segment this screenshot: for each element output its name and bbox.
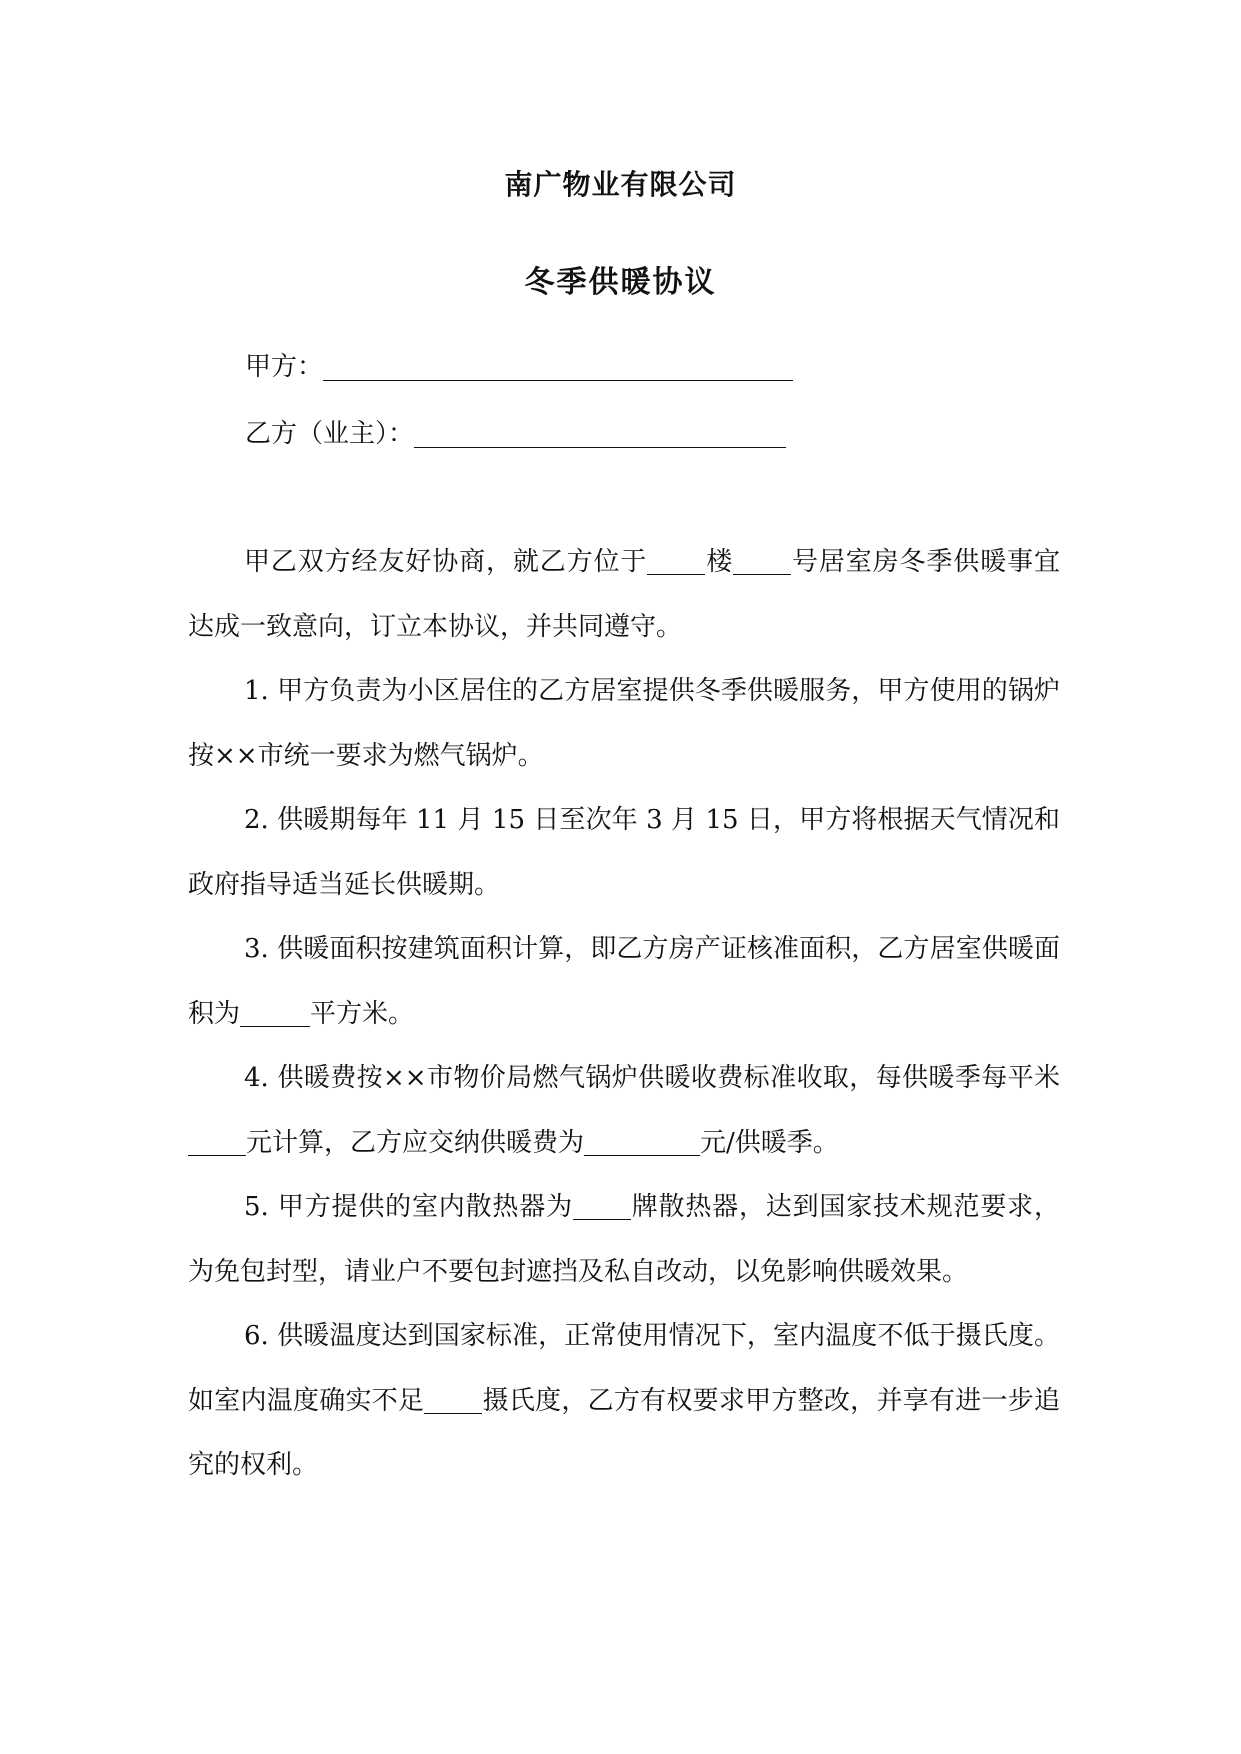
- intro-text-3: 号居室房冬季供暖事宜达成一致意向，订立本协议，并共同遵守。: [188, 547, 1060, 642]
- party-b-label: 乙方（业主）：: [245, 419, 415, 449]
- clause-3-text-1: 3. 供暖面积按建筑面积计算，即乙方房产证核准面积，乙方居室供暖面积为: [188, 934, 1060, 1029]
- building-blank: [647, 546, 705, 575]
- clause-4: [188, 1046, 1060, 1175]
- party-a-line: [245, 346, 793, 383]
- clause-6-text-1: 6. 供暖温度达到国家标准，正常使用情况下，室内温度不低于摄氏度。如室内温度确实不足: [188, 1321, 1060, 1416]
- party-b-blank: [414, 417, 786, 448]
- party-a-label: 甲方：: [245, 352, 324, 382]
- area-blank: [240, 998, 310, 1027]
- clause-4-text-1: 4. 供暖费按××市物价局燃气锅炉供暖收费标准收取，每供暖季每平米: [244, 1063, 1060, 1093]
- agreement-body: [188, 530, 1060, 1498]
- clause-6: [188, 1304, 1060, 1498]
- clause-5: [188, 1175, 1060, 1304]
- temperature-blank: [424, 1385, 482, 1414]
- document-title: 冬季供暖协议: [524, 265, 717, 300]
- clause-1: 1. 甲方负责为小区居住的乙方居室提供冬季供暖服务，甲方使用的锅炉按××市统一要求为燃气锅炉。: [188, 676, 1060, 771]
- total-fee-blank: [584, 1127, 700, 1156]
- intro-text-1: 甲乙双方经友好协商，就乙方位于: [244, 547, 648, 577]
- clause-5-text-1: 5. 甲方提供的室内散热器为: [244, 1192, 573, 1222]
- party-b-line: [245, 413, 786, 450]
- clause-4-text-3: 元/供暖季。: [700, 1127, 839, 1158]
- clause-2: 2. 供暖期每年 11 月 15 日至次年 3 月 15 日，甲方将根据天气情况和政府指导适当延长供暖期。: [188, 805, 1060, 900]
- radiator-brand-blank: [573, 1191, 631, 1220]
- intro-paragraph: [188, 530, 1060, 659]
- room-blank: [733, 546, 791, 575]
- party-a-blank: [323, 350, 793, 381]
- clause-3: [188, 917, 1060, 1046]
- clause-6-text-2: 摄氏度，乙方有权要求甲方整改，并享有进一步追究的权利。: [188, 1385, 1060, 1480]
- clause-5-text-2: 牌散热器，达到国家技术规范要求，为免包封型，请业户不要包封遮挡及私自改动，以免影响供暖效果。: [188, 1192, 1060, 1287]
- clause-3-text-2: 平方米。: [310, 998, 415, 1029]
- intro-text-2: 楼: [705, 547, 734, 577]
- company-name: 南广物业有限公司: [504, 168, 737, 201]
- price-per-sqm-blank: [188, 1127, 246, 1156]
- clause-4-text-2: 元计算，乙方应交纳供暖费为: [246, 1127, 585, 1158]
